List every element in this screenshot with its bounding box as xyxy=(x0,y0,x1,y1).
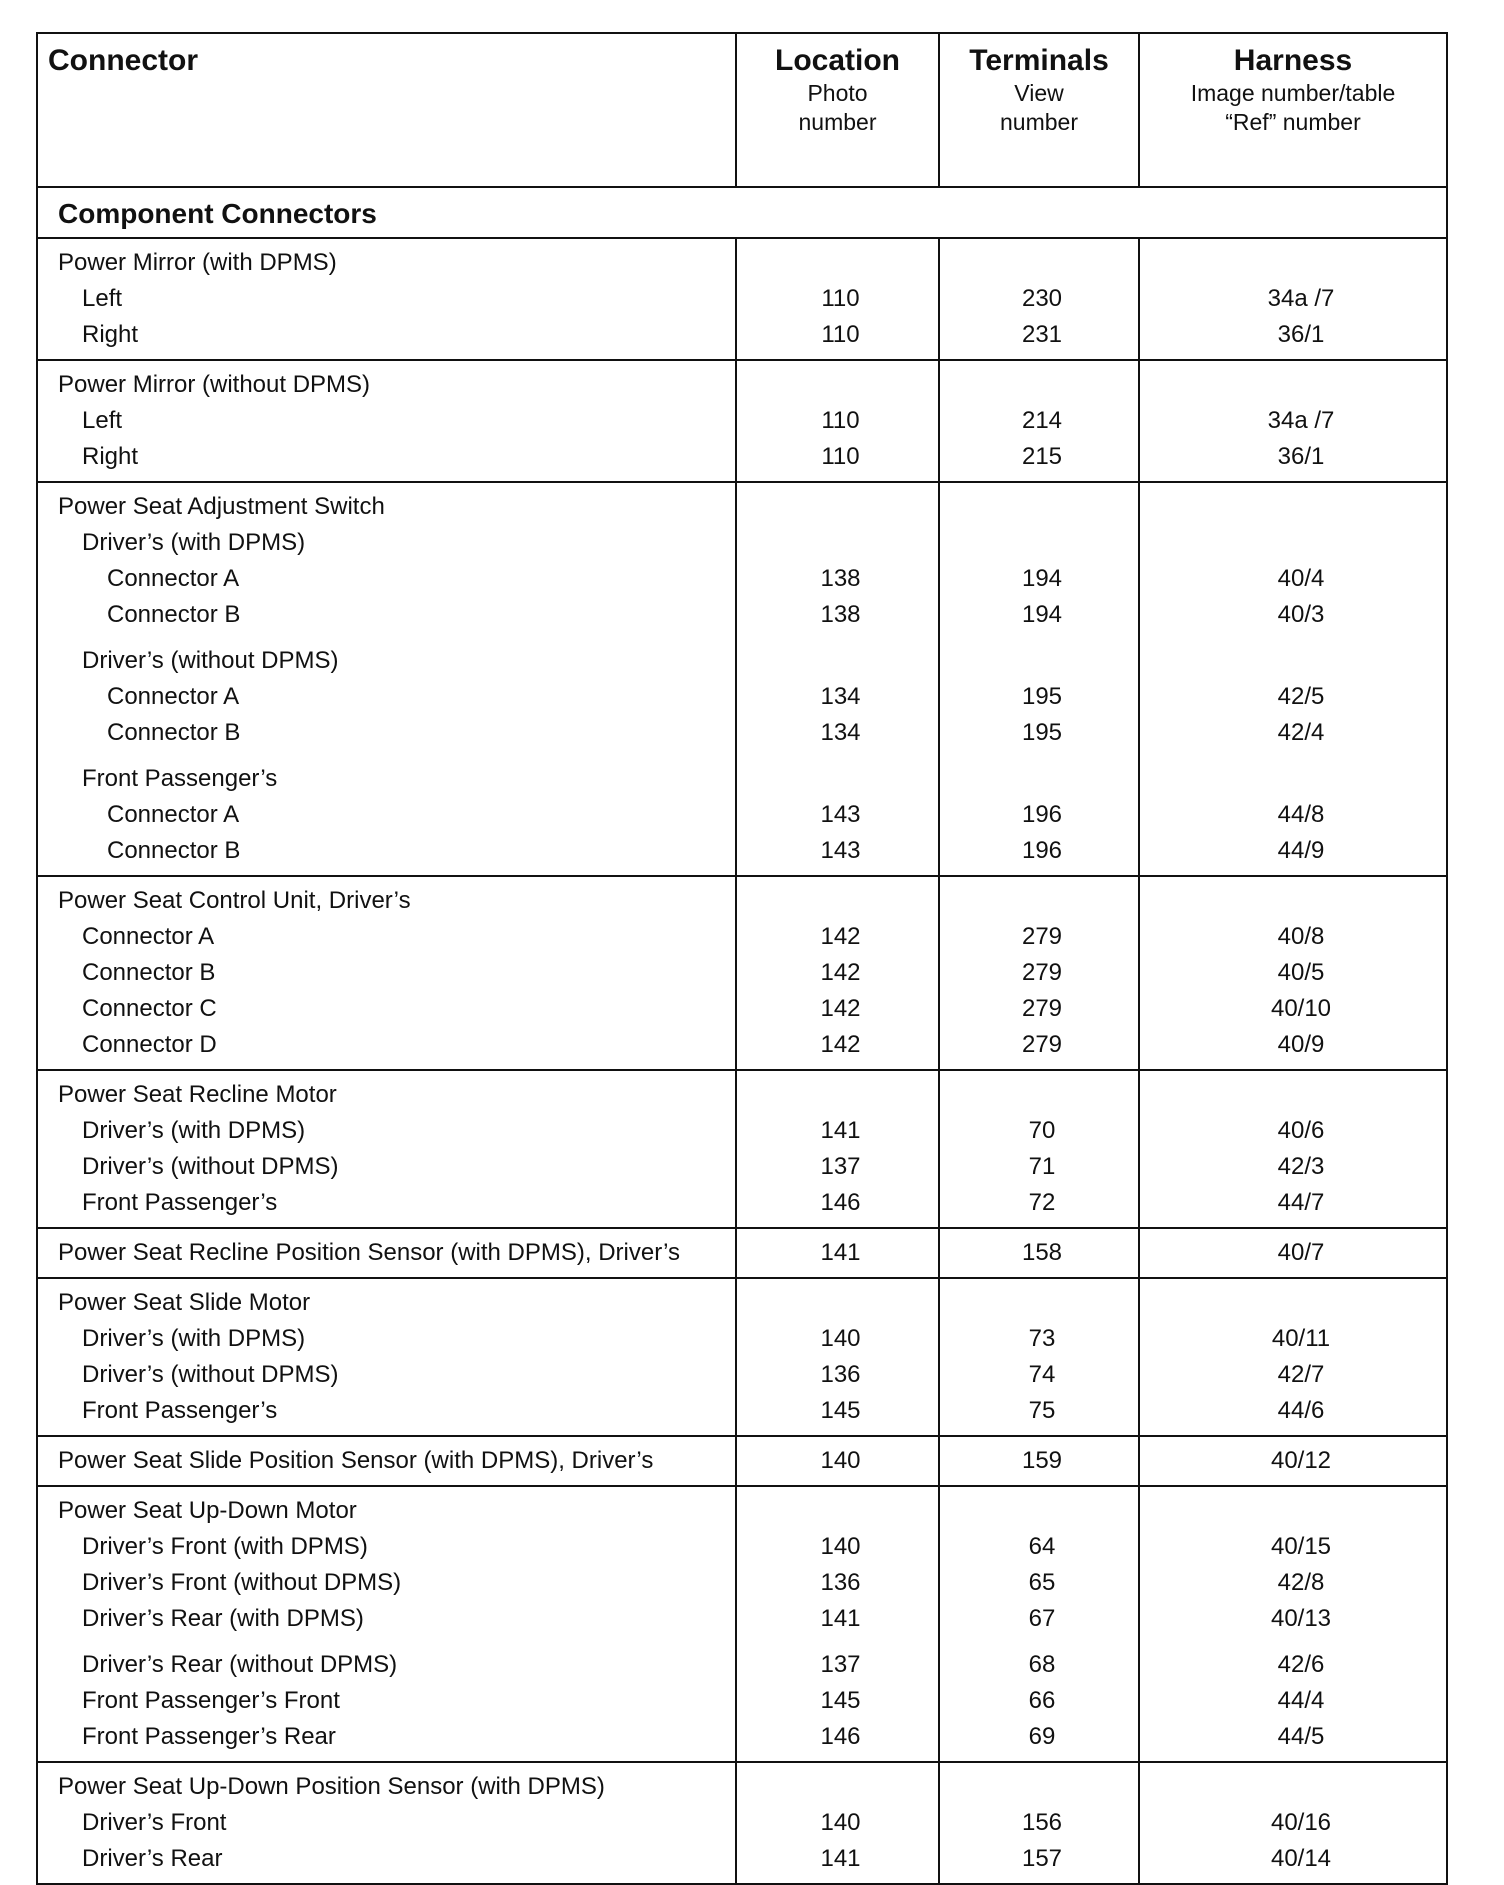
row-gap xyxy=(737,1637,938,1647)
harness-ref: 42/4 xyxy=(1277,719,1325,746)
photo-number: 142 xyxy=(820,959,861,986)
connector-label: Power Seat Recline Motor xyxy=(58,1081,337,1108)
view-number: 73 xyxy=(1028,1325,1056,1352)
connector-label: Driver’s (with DPMS) xyxy=(82,1325,306,1352)
view-number xyxy=(940,1493,1138,1529)
harness-ref: 36/1 xyxy=(1277,321,1325,348)
header-terminals-title: Terminals xyxy=(969,44,1109,77)
view-number xyxy=(940,761,1138,797)
row-gap xyxy=(38,1637,735,1647)
view-number xyxy=(940,525,1138,561)
connector-label: Connector A xyxy=(107,801,240,828)
table-row xyxy=(37,1228,1447,1278)
photo-number xyxy=(737,883,938,919)
connector-label: Connector B xyxy=(107,719,241,746)
harness-ref: 42/5 xyxy=(1277,683,1325,710)
view-number: 215 xyxy=(1021,443,1063,470)
connector-cell xyxy=(37,1070,736,1228)
terminals-cell xyxy=(939,1070,1139,1228)
terminals-cell xyxy=(939,1486,1139,1762)
view-number: 65 xyxy=(1028,1569,1056,1596)
connector-label: Right xyxy=(82,321,139,348)
location-cell xyxy=(736,482,939,876)
harness-ref xyxy=(1140,1493,1446,1529)
connector-cell xyxy=(37,1436,736,1486)
photo-number: 142 xyxy=(820,995,861,1022)
photo-number: 140 xyxy=(820,1533,861,1560)
location-cell xyxy=(736,1070,939,1228)
connector-cell xyxy=(37,238,736,360)
row-gap xyxy=(1140,633,1446,643)
harness-ref xyxy=(1140,1769,1446,1805)
view-number: 64 xyxy=(1028,1533,1056,1560)
header-terminals xyxy=(939,33,1139,187)
connector-label: Connector A xyxy=(107,683,240,710)
photo-number: 138 xyxy=(820,565,861,592)
terminals-cell xyxy=(939,1762,1139,1884)
photo-number xyxy=(737,525,938,561)
view-number: 194 xyxy=(1021,601,1063,628)
photo-number xyxy=(737,367,938,403)
connector-label: Front Passenger’s xyxy=(82,1397,278,1424)
terminals-cell xyxy=(939,238,1139,360)
photo-number: 145 xyxy=(820,1397,861,1424)
header-location xyxy=(736,33,939,187)
view-number: 279 xyxy=(1021,995,1063,1022)
view-number: 195 xyxy=(1021,683,1063,710)
harness-ref: 40/16 xyxy=(1270,1809,1332,1836)
harness-ref: 36/1 xyxy=(1277,443,1325,470)
photo-number: 146 xyxy=(820,1189,861,1216)
harness-ref xyxy=(1140,525,1446,561)
harness-ref: 40/15 xyxy=(1270,1533,1332,1560)
harness-ref: 34a /7 xyxy=(1267,285,1335,312)
photo-number: 137 xyxy=(820,1153,861,1180)
harness-ref: 40/12 xyxy=(1270,1447,1332,1474)
connector-label: Driver’s Front xyxy=(82,1809,227,1836)
terminals-cell xyxy=(939,360,1139,482)
connector-cell xyxy=(37,1762,736,1884)
photo-number: 136 xyxy=(820,1361,861,1388)
photo-number: 134 xyxy=(820,683,861,710)
photo-number xyxy=(737,489,938,525)
harness-ref: 42/3 xyxy=(1277,1153,1325,1180)
harness-ref: 40/14 xyxy=(1270,1845,1332,1872)
table-row xyxy=(37,1436,1447,1486)
connector-label: Power Mirror (with DPMS) xyxy=(58,249,337,276)
connector-table xyxy=(36,32,1448,1885)
view-number: 230 xyxy=(1021,285,1063,312)
location-cell xyxy=(736,1762,939,1884)
view-number xyxy=(940,245,1138,281)
table-row xyxy=(37,1762,1447,1884)
harness-ref: 40/3 xyxy=(1277,601,1325,628)
harness-ref: 40/9 xyxy=(1277,1031,1325,1058)
location-cell xyxy=(736,238,939,360)
connector-label: Power Seat Adjustment Switch xyxy=(58,493,385,520)
view-number xyxy=(940,1285,1138,1321)
photo-number: 141 xyxy=(820,1117,861,1144)
photo-number: 143 xyxy=(820,837,861,864)
view-number xyxy=(940,643,1138,679)
location-cell xyxy=(736,876,939,1070)
view-number: 68 xyxy=(1028,1651,1056,1678)
header-location-title: Location xyxy=(775,44,900,77)
table-row xyxy=(37,360,1447,482)
harness-ref xyxy=(1140,245,1446,281)
connector-label: Power Seat Control Unit, Driver’s xyxy=(58,887,411,914)
connector-label: Driver’s (without DPMS) xyxy=(82,1361,339,1388)
connector-label: Driver’s Rear xyxy=(82,1845,223,1872)
harness-ref: 42/6 xyxy=(1277,1651,1325,1678)
view-number: 69 xyxy=(1028,1723,1056,1750)
row-gap xyxy=(1140,1637,1446,1647)
harness-ref xyxy=(1140,643,1446,679)
location-cell xyxy=(736,1486,939,1762)
photo-number: 141 xyxy=(820,1605,861,1632)
harness-ref: 40/7 xyxy=(1277,1239,1325,1266)
connector-cell xyxy=(37,360,736,482)
harness-ref xyxy=(1140,1285,1446,1321)
table-header-row xyxy=(37,33,1447,187)
view-number xyxy=(940,1077,1138,1113)
connector-label: Power Seat Up-Down Motor xyxy=(58,1497,357,1524)
connector-label: Front Passenger’s Rear xyxy=(82,1723,336,1750)
view-number: 279 xyxy=(1021,1031,1063,1058)
view-number: 156 xyxy=(1021,1809,1063,1836)
harness-ref: 40/4 xyxy=(1277,565,1325,592)
harness-ref: 44/8 xyxy=(1277,801,1325,828)
connector-label: Driver’s (with DPMS) xyxy=(82,529,306,556)
view-number: 196 xyxy=(1021,801,1063,828)
header-harness xyxy=(1139,33,1447,187)
connector-cell xyxy=(37,1278,736,1436)
connector-label: Connector C xyxy=(82,995,217,1022)
connector-label: Driver’s Front (without DPMS) xyxy=(82,1569,402,1596)
harness-ref: 42/8 xyxy=(1277,1569,1325,1596)
harness-ref xyxy=(1140,883,1446,919)
photo-number xyxy=(737,1769,938,1805)
connector-label: Front Passenger’s xyxy=(82,1189,278,1216)
harness-cell xyxy=(1139,482,1447,876)
row-gap xyxy=(737,633,938,643)
harness-ref: 44/5 xyxy=(1277,1723,1325,1750)
table-row xyxy=(37,482,1447,876)
connector-label: Left xyxy=(82,407,123,434)
view-number: 158 xyxy=(1021,1239,1063,1266)
connector-cell xyxy=(37,482,736,876)
view-number: 72 xyxy=(1028,1189,1056,1216)
terminals-cell xyxy=(939,1228,1139,1278)
photo-number xyxy=(737,1077,938,1113)
view-number: 214 xyxy=(1021,407,1063,434)
harness-ref: 34a /7 xyxy=(1267,407,1335,434)
photo-number: 137 xyxy=(820,1651,861,1678)
header-location-sub: Photo xyxy=(807,80,868,106)
photo-number: 143 xyxy=(820,801,861,828)
photo-number xyxy=(737,245,938,281)
photo-number xyxy=(737,1285,938,1321)
location-cell xyxy=(736,1228,939,1278)
header-harness-title: Harness xyxy=(1233,44,1353,77)
header-terminals-sub: View xyxy=(1014,80,1064,106)
view-number: 195 xyxy=(1021,719,1063,746)
connector-label: Driver’s Front (with DPMS) xyxy=(82,1533,368,1560)
view-number: 194 xyxy=(1021,565,1063,592)
view-number: 70 xyxy=(1028,1117,1056,1144)
harness-cell xyxy=(1139,876,1447,1070)
connector-label: Left xyxy=(82,285,123,312)
connector-label: Connector A xyxy=(82,923,215,950)
photo-number xyxy=(737,643,938,679)
photo-number: 140 xyxy=(820,1809,861,1836)
row-gap xyxy=(38,751,735,761)
harness-cell xyxy=(1139,1762,1447,1884)
location-cell xyxy=(736,1436,939,1486)
connector-label: Power Seat Recline Position Sensor (with DPMS), Driver’s xyxy=(58,1239,680,1266)
photo-number: 110 xyxy=(821,443,860,470)
harness-ref: 40/8 xyxy=(1277,923,1325,950)
view-number: 279 xyxy=(1021,959,1063,986)
connector-label: Driver’s (without DPMS) xyxy=(82,1153,339,1180)
view-number: 157 xyxy=(1021,1845,1063,1872)
harness-ref: 40/11 xyxy=(1271,1325,1331,1352)
view-number: 66 xyxy=(1028,1687,1056,1714)
view-number xyxy=(940,489,1138,525)
header-connector-label: Connector xyxy=(48,44,198,77)
photo-number: 145 xyxy=(820,1687,861,1714)
table-row xyxy=(37,876,1447,1070)
connector-label: Driver’s Rear (with DPMS) xyxy=(82,1605,364,1632)
view-number: 67 xyxy=(1028,1605,1056,1632)
connector-label: Right xyxy=(82,443,139,470)
photo-number: 146 xyxy=(820,1723,861,1750)
harness-cell xyxy=(1139,1070,1447,1228)
photo-number: 136 xyxy=(820,1569,861,1596)
row-gap xyxy=(1140,751,1446,761)
connector-label: Driver’s Rear (without DPMS) xyxy=(82,1651,398,1678)
photo-number: 134 xyxy=(820,719,861,746)
header-harness-sub: Image number/table xyxy=(1190,80,1396,106)
connector-label: Connector A xyxy=(107,565,240,592)
harness-ref: 44/4 xyxy=(1277,1687,1325,1714)
photo-number: 140 xyxy=(820,1325,861,1352)
row-gap xyxy=(38,633,735,643)
harness-ref xyxy=(1140,761,1446,797)
photo-number: 110 xyxy=(821,285,860,312)
photo-number: 141 xyxy=(820,1845,861,1872)
harness-ref xyxy=(1140,367,1446,403)
table-row xyxy=(37,238,1447,360)
photo-number: 140 xyxy=(820,1447,861,1474)
terminals-cell xyxy=(939,1436,1139,1486)
photo-number: 141 xyxy=(820,1239,861,1266)
harness-ref: 44/7 xyxy=(1277,1189,1325,1216)
connector-label: Connector B xyxy=(82,959,216,986)
connector-cell xyxy=(37,1486,736,1762)
connector-label: Connector D xyxy=(82,1031,217,1058)
photo-number: 110 xyxy=(821,321,860,348)
photo-number: 142 xyxy=(820,923,861,950)
harness-cell xyxy=(1139,1486,1447,1762)
harness-cell xyxy=(1139,1436,1447,1486)
connector-label: Front Passenger’s Front xyxy=(82,1687,340,1714)
connector-label: Driver’s (without DPMS) xyxy=(82,647,339,674)
view-number: 74 xyxy=(1028,1361,1056,1388)
view-number: 71 xyxy=(1028,1153,1056,1180)
view-number xyxy=(940,883,1138,919)
header-connector xyxy=(37,33,736,187)
connector-cell xyxy=(37,876,736,1070)
row-gap xyxy=(940,1637,1138,1647)
harness-cell xyxy=(1139,238,1447,360)
connector-label: Power Seat Up-Down Position Sensor (with DPMS) xyxy=(58,1773,605,1800)
connector-table-page xyxy=(36,32,1446,1885)
harness-ref: 40/5 xyxy=(1277,959,1325,986)
connector-label: Connector B xyxy=(107,601,241,628)
photo-number: 138 xyxy=(820,601,861,628)
view-number: 279 xyxy=(1021,923,1063,950)
row-gap xyxy=(940,633,1138,643)
photo-number: 110 xyxy=(821,407,860,434)
terminals-cell xyxy=(939,876,1139,1070)
section-cell xyxy=(37,187,1447,238)
terminals-cell xyxy=(939,482,1139,876)
view-number: 196 xyxy=(1021,837,1063,864)
harness-ref: 44/6 xyxy=(1277,1397,1325,1424)
section-row xyxy=(37,187,1447,238)
harness-ref: 40/13 xyxy=(1270,1605,1332,1632)
harness-ref: 44/9 xyxy=(1277,837,1325,864)
photo-number xyxy=(737,761,938,797)
header-harness-sub: “Ref” number xyxy=(1225,109,1361,135)
harness-ref xyxy=(1140,1077,1446,1113)
header-terminals-sub: number xyxy=(1000,109,1078,135)
table-row xyxy=(37,1486,1447,1762)
harness-cell xyxy=(1139,1278,1447,1436)
harness-ref: 40/6 xyxy=(1277,1117,1325,1144)
connector-label: Connector B xyxy=(107,837,241,864)
location-cell xyxy=(736,360,939,482)
terminals-cell xyxy=(939,1278,1139,1436)
view-number: 75 xyxy=(1028,1397,1056,1424)
photo-number: 142 xyxy=(820,1031,861,1058)
view-number xyxy=(940,1769,1138,1805)
photo-number xyxy=(737,1493,938,1529)
view-number: 231 xyxy=(1021,321,1063,348)
harness-ref: 42/7 xyxy=(1277,1361,1325,1388)
section-title: Component Connectors xyxy=(58,198,377,229)
connector-cell xyxy=(37,1228,736,1278)
view-number: 159 xyxy=(1021,1447,1063,1474)
harness-cell xyxy=(1139,1228,1447,1278)
header-location-sub: number xyxy=(798,109,877,135)
connector-label: Front Passenger’s xyxy=(82,765,278,792)
connector-label: Driver’s (with DPMS) xyxy=(82,1117,306,1144)
connector-label: Power Seat Slide Motor xyxy=(58,1289,311,1316)
table-row xyxy=(37,1278,1447,1436)
connector-label: Power Mirror (without DPMS) xyxy=(58,371,371,398)
row-gap xyxy=(940,751,1138,761)
harness-cell xyxy=(1139,360,1447,482)
row-gap xyxy=(737,751,938,761)
connector-label: Power Seat Slide Position Sensor (with DPMS), Driver’s xyxy=(58,1447,654,1474)
harness-ref xyxy=(1140,489,1446,525)
view-number xyxy=(940,367,1138,403)
location-cell xyxy=(736,1278,939,1436)
table-row xyxy=(37,1070,1447,1228)
harness-ref: 40/10 xyxy=(1270,995,1332,1022)
